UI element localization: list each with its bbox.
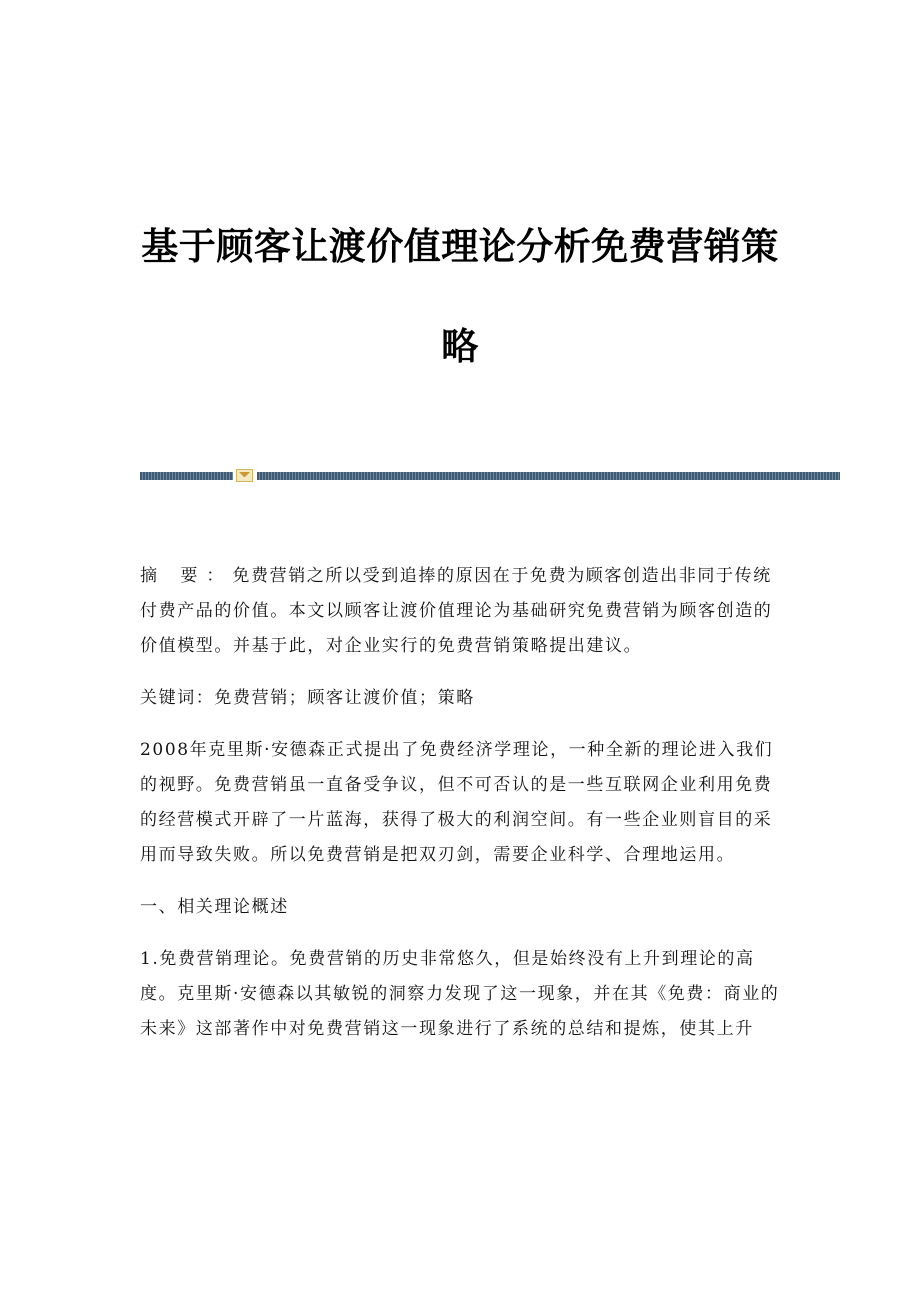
document-body bbox=[140, 559, 780, 1064]
document-title-line-1: 基于顾客让渡价值理论分析免费营销策 bbox=[141, 225, 779, 268]
abstract-paragraph bbox=[140, 559, 780, 664]
divider-bar-right bbox=[257, 472, 840, 480]
section-heading: 一、相关理论概述 bbox=[140, 897, 289, 917]
divider-bar-left bbox=[140, 472, 233, 480]
section-paragraph: 1.免费营销理论。免费营销的历史非常悠久，但是始终没有上升到理论的高度。克里斯·安德森以其敏锐的洞察力发现了这一现象，并在其《免费：商业的未来》这部著作中对免费营销这一现象进行了系统的总结和提炼，使其上升 bbox=[140, 949, 780, 1039]
envelope-icon bbox=[236, 469, 253, 482]
abstract-text: 免费营销之所以受到追捧的原因在于免费为顾客创造出非同于传统付费产品的价值。本文以顾客让渡价值理论为基础研究免费营销为顾客创造的价值模型。并基于此，对企业实行的免费营销策略提出建议。 bbox=[140, 566, 773, 656]
document-title-line-2: 略 bbox=[441, 325, 479, 368]
abstract-label: 摘 要： bbox=[140, 566, 233, 586]
title-divider bbox=[140, 468, 840, 484]
intro-paragraph: 2008年克里斯·安德森正式提出了免费经济学理论，一种全新的理论进入我们的视野。免费营销虽一直备受争议，但不可否认的是一些互联网企业利用免费的经营模式开辟了一片蓝海，获得了极大的利润空间。有一些企业则盲目的采用而导致失败。所以免费营销是把双刃剑，需要企业科学、合理地运用。 bbox=[140, 740, 774, 865]
keywords-paragraph: 关键词：免费营销；顾客让渡价值；策略 bbox=[140, 688, 475, 708]
